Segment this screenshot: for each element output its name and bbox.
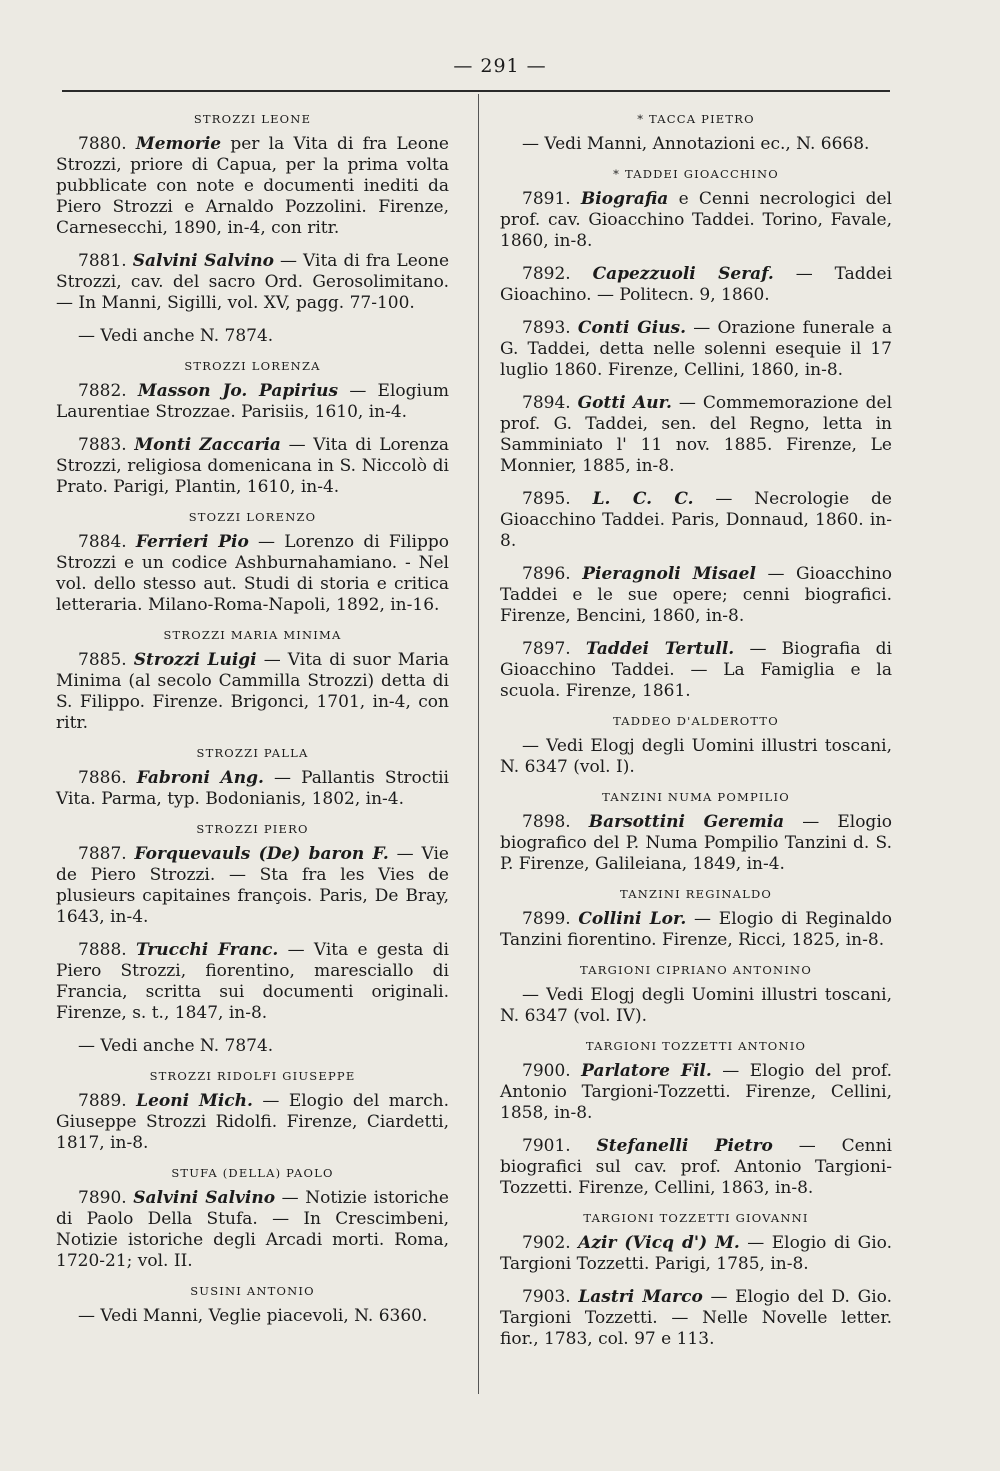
entry-text: — Vedi Manni, Veglie piacevoli, N. 6360.: [78, 1306, 428, 1326]
bibliography-entry: [500, 909, 892, 951]
bibliography-entry: [56, 844, 449, 928]
entry-author: Salvini Salvino: [133, 1188, 276, 1208]
entry-text: — Vita di fra Leone Strozzi, cav. del sacro Ord. Gerosolimitano. — In Manni, Sigilli, vol. XV, pagg. 77-100.: [56, 251, 450, 313]
bibliography-entry: [500, 134, 892, 155]
entry-text: — Vita e gesta di Piero Strozzi, fiorentino, maresciallo di Francia, scritta sui documenti originali. Firenze, s. t., 1847, in-8.: [56, 940, 449, 1023]
entry-text: per la Vita di fra Leone Strozzi, priore di Capua, per la prima volta pubblicate con note e documenti inediti da Piero Strozzi e Arnaldo Pozzolini. Firenze, Carnesecchi, 1890, in-4, con ritr.: [56, 134, 449, 238]
entry-text: — Elogio del D. Gio. Targioni Tozzetti. — Nelle Novelle letter. fior., 1783, col. 97 e 113.: [500, 1287, 892, 1349]
bibliography-entry: [56, 134, 449, 239]
bibliography-entry: [500, 264, 892, 306]
section-heading: TARGIONI CIPRIANO ANTONINO: [580, 963, 812, 977]
section: [500, 167, 892, 702]
bibliography-entry: [56, 650, 449, 734]
entry-author: L. C. C.: [592, 489, 694, 509]
entry-number: 7894.: [522, 393, 571, 413]
entry-author: Barsottini Geremia: [588, 812, 785, 832]
section-heading: * TACCA PIETRO: [637, 112, 755, 126]
entry-author: Lastri Marco: [578, 1287, 703, 1307]
bibliography-entry: [56, 381, 449, 423]
page-number: — 291 —: [453, 55, 547, 77]
entry-number: 7891.: [522, 189, 571, 209]
bibliography-entry: [500, 1061, 892, 1124]
section: [500, 1211, 892, 1350]
entry-author: Biografia: [580, 189, 669, 209]
entry-text: — Vedi anche N. 7874.: [78, 326, 274, 346]
entry-author: Capezzuoli Seraf.: [592, 264, 774, 284]
entry-author: Ferrieri Pio: [135, 532, 249, 552]
section-heading: STOZZI LORENZO: [188, 510, 317, 524]
section: [56, 112, 449, 347]
entry-text: — Necrologie de Gioacchino Taddei. Paris, Donnaud, 1860. in-8.: [500, 489, 892, 551]
bibliography-entry: [56, 768, 449, 810]
section: [56, 359, 449, 498]
entry-number: 7883.: [78, 435, 127, 455]
section: [56, 510, 449, 616]
entry-number: 7902.: [522, 1233, 571, 1253]
entry-text: — Vedi Elogj degli Uomini illustri toscani, N. 6347 (vol. IV).: [500, 985, 892, 1026]
entry-text: e Cenni necrologici del prof. cav. Gioacchino Taddei. Torino, Favale, 1860, in-8.: [500, 189, 892, 251]
bibliography-entry: [56, 1091, 449, 1154]
entry-author: Pieragnoli Misael: [582, 564, 756, 584]
bibliography-entry: [56, 326, 449, 347]
entry-text: — Notizie istoriche di Paolo Della Stufa. — In Crescimbeni, Notizie istoriche degli Arcadi morti. Roma, 1720-21; vol. II.: [56, 1188, 449, 1271]
entry-number: 7888.: [78, 940, 127, 960]
bibliography-entry: [500, 736, 892, 778]
entry-text: — Elogio biografico del P. Numa Pompilio Tanzini d. S. P. Firenze, Galileiana, 1849, in-4.: [500, 812, 892, 874]
bibliography-entry: [56, 532, 449, 616]
entry-author: Memorie: [135, 134, 222, 154]
entry-author: Masson Jo. Papirius: [137, 381, 339, 401]
section-heading: TARGIONI TOZZETTI ANTONIO: [585, 1039, 807, 1053]
bibliography-entry: [500, 393, 892, 477]
entry-number: 7900.: [522, 1061, 571, 1081]
entry-author: Stefanelli Pietro: [596, 1136, 773, 1156]
entry-text: — Taddei Gioachino. — Politecn. 9, 1860.: [500, 264, 893, 305]
section: [500, 790, 892, 875]
entry-text: — Elogio di Reginaldo Tanzini fiorentino. Firenze, Ricci, 1825, in-8.: [500, 909, 893, 950]
section: [500, 887, 892, 951]
section: [56, 1069, 449, 1154]
entry-text: — Elogio del march. Giuseppe Strozzi Ridolfi. Firenze, Ciardetti, 1817, in-8.: [56, 1091, 449, 1153]
entry-text: — Vie de Piero Strozzi. — Sta fra les Vies de plusieurs capitaines françois. Paris, De Bray, 1643, in-4.: [56, 844, 449, 927]
bibliography-entry: [500, 189, 892, 252]
section: [500, 112, 892, 155]
bibliography-entry: [56, 1188, 449, 1272]
bibliography-entry: [56, 1306, 449, 1327]
entry-author: Fabroni Ang.: [136, 768, 264, 788]
section-heading: TADDEO D'ALDEROTTO: [613, 714, 779, 728]
entry-author: Trucchi Franc.: [135, 940, 279, 960]
entry-number: 7880.: [78, 134, 127, 154]
entry-number: 7889.: [78, 1091, 127, 1111]
bibliography-entry: [56, 1036, 449, 1057]
bibliography-entry: [500, 1287, 892, 1350]
entry-text: — Pallantis Stroctii Vita. Parma, typ. Bodonianis, 1802, in-4.: [56, 768, 449, 809]
entry-author: Collini Lor.: [578, 909, 687, 929]
bibliography-entry: [500, 985, 892, 1027]
section-heading: * TADDEI GIOACCHINO: [613, 167, 779, 181]
section: [56, 1284, 449, 1327]
section: [500, 714, 892, 778]
entry-text: — Vedi anche N. 7874.: [78, 1036, 274, 1056]
entry-text: — Lorenzo di Filippo Strozzi e un codice Ashburnahamiano. - Nel vol. dello stesso aut. Studi di storia e critica letteraria. Milano-Roma-Napoli, 1892, in-16.: [56, 532, 449, 615]
entry-text: — Vita di Lorenza Strozzi, religiosa domenicana in S. Niccolò di Prato. Parigi, Plantin, 1610, in-4.: [56, 435, 450, 497]
entry-text: — Vita di suor Maria Minima (al secolo Cammilla Strozzi) detta di S. Filippo. Firenze. Brigonci, 1701, in-4, con ritr.: [56, 650, 449, 733]
entry-author: Monti Zaccaria: [134, 435, 281, 455]
entry-author: Conti Gius.: [577, 318, 687, 338]
entry-author: Parlatore Fil.: [581, 1061, 712, 1081]
entry-number: 7885.: [78, 650, 127, 670]
entry-author: Strozzi Luigi: [133, 650, 257, 670]
section: [56, 1166, 449, 1272]
entry-author: Forquevauls (De) baron F.: [134, 844, 389, 864]
bibliography-entry: [500, 318, 892, 381]
bibliography-entry: [500, 1136, 892, 1199]
entry-number: 7882.: [78, 381, 127, 401]
entry-number: 7895.: [522, 489, 571, 509]
entry-text: — Elogium Laurentiae Strozzae. Parisiis, 1610, in-4.: [56, 381, 450, 422]
entry-number: 7884.: [78, 532, 127, 552]
entry-author: Leoni Mich.: [136, 1091, 253, 1111]
entry-number: 7903.: [522, 1287, 571, 1307]
bibliography-entry: [56, 251, 449, 314]
section-heading: STUFA (DELLA) PAOLO: [171, 1166, 334, 1180]
entry-number: 7881.: [78, 251, 127, 271]
entry-number: 7901.: [522, 1136, 571, 1156]
entry-number: 7893.: [522, 318, 571, 338]
entry-number: 7897.: [522, 639, 571, 659]
bibliography-entry: [56, 435, 449, 498]
section-heading: SUSINI ANTONIO: [190, 1284, 315, 1298]
entry-text: — Elogio di Gio. Targioni Tozzetti. Parigi, 1785, in-8.: [500, 1233, 893, 1274]
entry-author: Gotti Aur.: [577, 393, 672, 413]
entry-text: — Biografia di Gioacchino Taddei. — La Famiglia e la scuola. Firenze, 1861.: [500, 639, 892, 701]
left-column: [56, 112, 449, 1339]
bibliography-entry: [500, 1233, 892, 1275]
entry-number: 7899.: [522, 909, 571, 929]
section: [500, 963, 892, 1027]
entry-text: — Gioacchino Taddei e le sue opere; cenni biografici. Firenze, Bencini, 1860, in-8.: [500, 564, 893, 626]
section-heading: TANZINI NUMA POMPILIO: [602, 790, 790, 804]
entry-number: 7887.: [78, 844, 127, 864]
bibliography-entry: [56, 940, 449, 1024]
entry-author: Taddei Tertull.: [585, 639, 735, 659]
entry-text: — Cenni biografici sul cav. prof. Antonio Targioni-Tozzetti. Firenze, Cellini, 1863, in-8.: [500, 1136, 892, 1198]
column-divider: [478, 94, 479, 1394]
section-heading: STROZZI RIDOLFI GIUSEPPE: [149, 1069, 356, 1083]
section: [56, 822, 449, 1057]
section-heading: TANZINI REGINALDO: [619, 887, 773, 901]
entry-number: 7892.: [522, 264, 571, 284]
entry-number: 7896.: [522, 564, 571, 584]
bibliography-entry: [500, 564, 892, 627]
entry-text: — Elogio del prof. Antonio Targioni-Tozzetti. Firenze, Cellini, 1858, in-8.: [500, 1061, 893, 1123]
entry-number: 7886.: [78, 768, 127, 788]
section: [500, 1039, 892, 1199]
header-rule: [62, 90, 890, 92]
bibliography-entry: [500, 639, 892, 702]
section: [56, 628, 449, 734]
section: [56, 746, 449, 810]
section-heading: TARGIONI TOZZETTI GIOVANNI: [583, 1211, 809, 1225]
section-heading: STROZZI PALLA: [196, 746, 309, 760]
entry-number: 7890.: [78, 1188, 127, 1208]
entry-text: — Commemorazione del prof. G. Taddei, sen. del Regno, letta in Samminiato l' 11 nov. 1885. Firenze, Le Monnier, 1885, in-8.: [500, 393, 893, 476]
section-heading: STROZZI LORENZA: [184, 359, 321, 373]
bibliography-entry: [500, 812, 892, 875]
section-heading: STROZZI MARIA MINIMA: [163, 628, 342, 642]
right-column: [500, 112, 892, 1362]
entry-author: Azir (Vicq d') M.: [578, 1233, 740, 1253]
entry-number: 7898.: [522, 812, 571, 832]
section-heading: STROZZI PIERO: [196, 822, 309, 836]
entry-author: Salvini Salvino: [132, 251, 274, 271]
bibliography-entry: [500, 489, 892, 552]
entry-text: — Vedi Elogj degli Uomini illustri toscani, N. 6347 (vol. I).: [500, 736, 892, 777]
entry-text: — Vedi Manni, Annotazioni ec., N. 6668.: [522, 134, 870, 154]
section-heading: STROZZI LEONE: [193, 112, 312, 126]
entry-text: — Orazione funerale a G. Taddei, detta nelle solenni esequie il 17 luglio 1860. Firenze, Cellini, 1860, in-8.: [500, 318, 892, 380]
